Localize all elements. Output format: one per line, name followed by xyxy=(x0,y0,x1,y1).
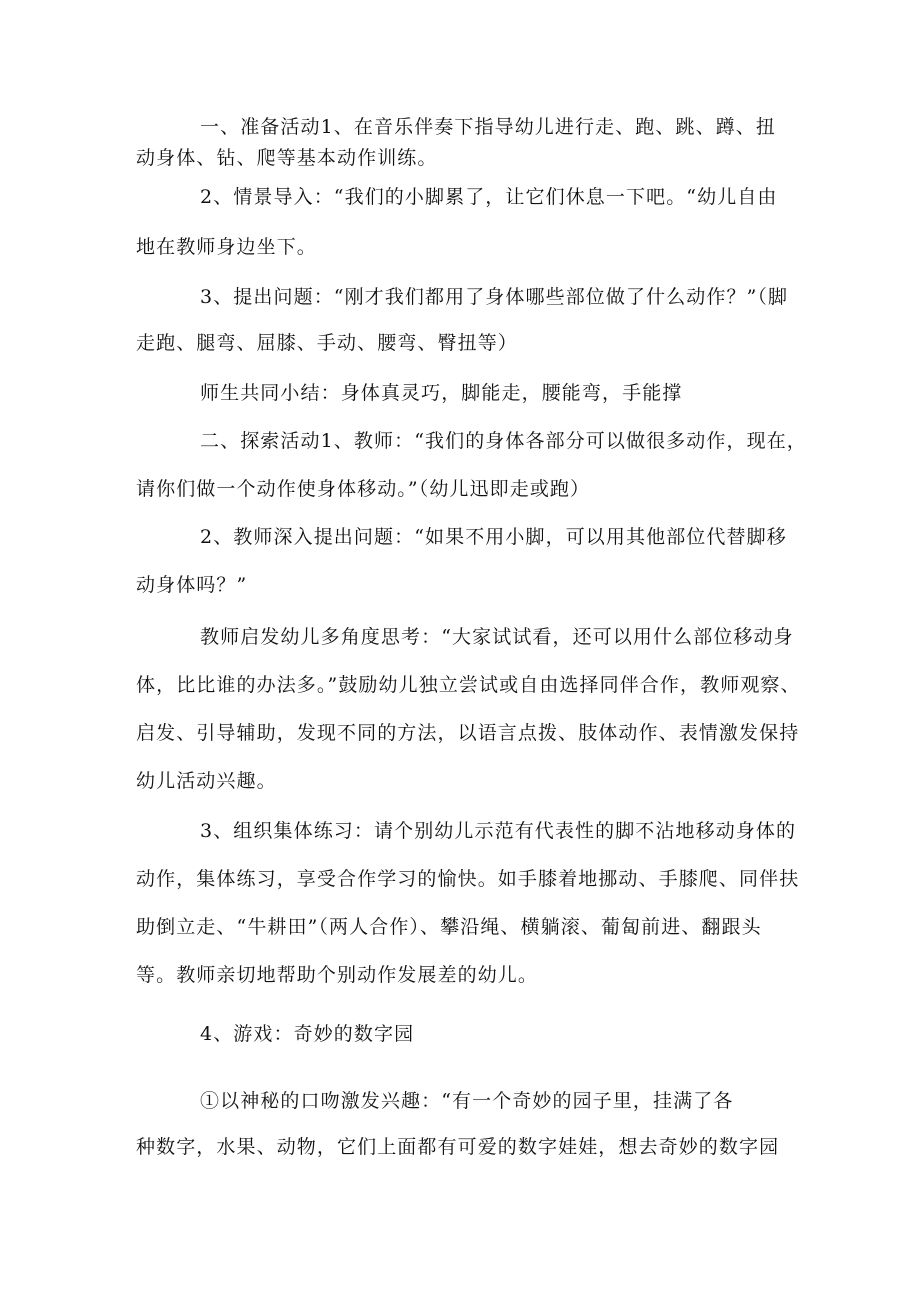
text-line: 一、准备活动1、在音乐伴奏下指导幼儿进行走、跑、跳、蹲、扭 xyxy=(200,116,776,138)
text-line: 地在教师身边坐下。 xyxy=(136,236,317,258)
text-line: 2、情景导入：“我们的小脚累了，让它们休息一下吧。“幼儿自由 xyxy=(200,186,778,208)
text-line: 种数字，水果、动物，它们上面都有可爱的数字娃娃，想去奇妙的数字园 xyxy=(136,1136,780,1158)
text-line: 教师启发幼儿多角度思考：“大家试试看，还可以用什么部位移动身 xyxy=(200,626,794,648)
text-line: 3、组织集体练习：请个别幼儿示范有代表性的脚不沾地移动身体的 xyxy=(200,820,797,842)
text-line: 幼儿活动兴趣。 xyxy=(136,770,277,792)
text-line: 请你们做一个动作使身体移动。”（幼儿迅即走或跑） xyxy=(136,478,591,500)
text-line: 等。教师亲切地帮助个别动作发展差的幼儿。 xyxy=(136,964,539,986)
text-line: 体，比比谁的办法多。”鼓励幼儿独立尝试或自由选择同伴合作，教师观察、 xyxy=(136,674,801,696)
text-line: 4、游戏：奇妙的数字园 xyxy=(200,1023,415,1045)
text-line: ①以神秘的口吻激发兴趣：“有一个奇妙的园子里，挂满了各 xyxy=(200,1090,734,1112)
text-line: 助倒立走、“牛耕田”（两人合作）、攀沿绳、横躺滚、葡匐前进、翻跟头 xyxy=(136,916,762,938)
text-line: 二、探索活动1、教师：“我们的身体各部分可以做很多动作，现在， xyxy=(200,430,807,452)
text-line: 动作，集体练习，享受合作学习的愉快。如手膝着地挪动、手膝爬、同伴扶 xyxy=(136,868,800,890)
text-line: 动身体吗？” xyxy=(136,574,248,596)
text-line: 走跑、腿弯、屈膝、手动、腰弯、臀扭等） xyxy=(136,332,518,354)
text-line: 启发、引导辅助，发现不同的方法，以语言点拨、肢体动作、表情激发保持 xyxy=(136,722,800,744)
text-line: 师生共同小结：身体真灵巧，脚能走，腰能弯，手能撑 xyxy=(200,382,683,404)
text-line: 3、提出问题：“刚才我们都用了身体哪些部位做了什么动作？”（脚 xyxy=(200,286,789,308)
text-line: 动身体、钻、爬等基本动作训练。 xyxy=(136,147,438,169)
text-line: 2、教师深入提出问题：“如果不用小脚，可以用其他部位代替脚移 xyxy=(200,526,787,548)
